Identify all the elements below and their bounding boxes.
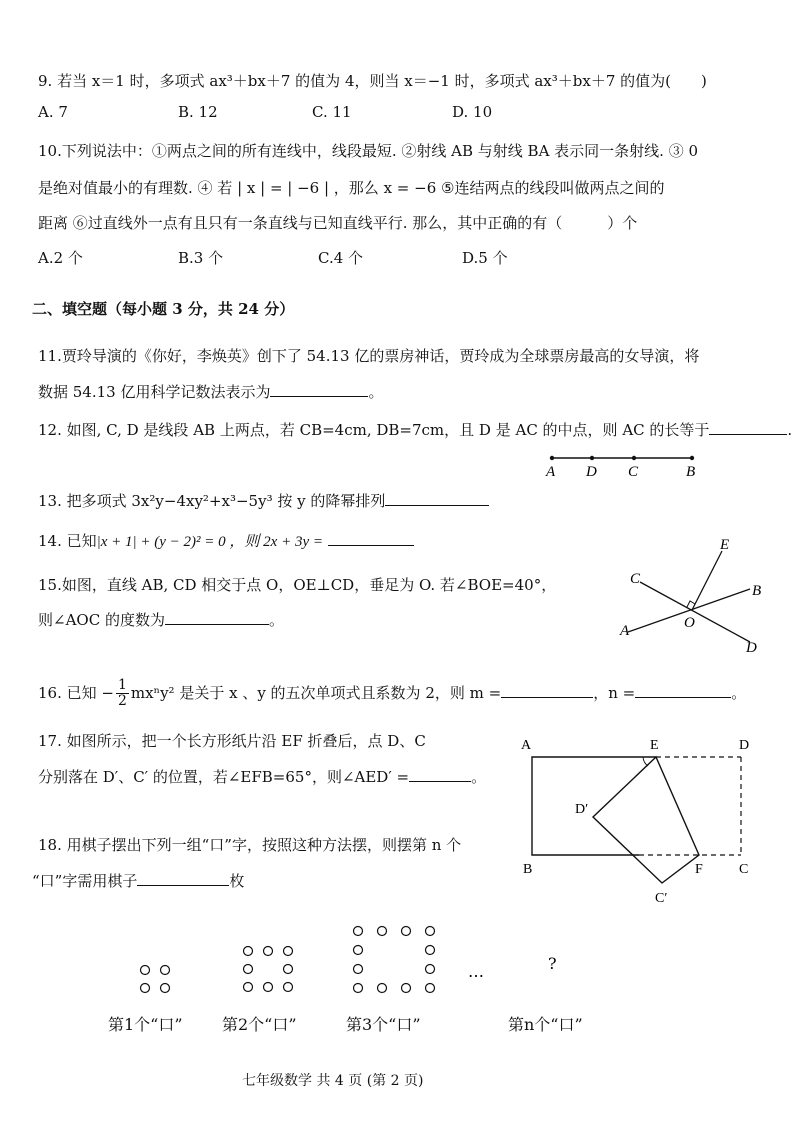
q12-label-a: A <box>546 464 556 480</box>
q17-answer-blank[interactable] <box>409 767 471 782</box>
q11-line2-text: 数据 54.13 亿用科学记数法表示为 <box>38 383 271 401</box>
q18-caption-2: 第2个“口” <box>222 1015 297 1034</box>
q15-label-e: E <box>720 537 730 553</box>
q15-line2 <box>38 609 284 630</box>
q18-pattern-1 <box>141 966 170 993</box>
q10-option-d: D.5 个 <box>462 249 508 267</box>
q17-label-a: A <box>521 738 532 753</box>
q18-chess-pattern-figure <box>130 915 600 1005</box>
q15-label-a: A <box>620 623 630 639</box>
q17-label-c-prime: C′ <box>655 891 668 906</box>
q18-ellipsis: … <box>468 962 484 981</box>
q13-text: 13. 把多项式 3x²y−4xy²+x³−5y³ 按 y 的降幂排列 <box>38 492 386 510</box>
q15-label-b: B <box>752 583 762 599</box>
q14-line <box>38 530 414 551</box>
q17-folded-rectangle-figure <box>515 735 765 905</box>
q17-line2 <box>38 766 486 787</box>
q15-line2-text: 则∠AOC 的度数为 <box>38 611 165 629</box>
q16-end: 。 <box>731 683 747 702</box>
q17-line1: 17. 如图所示，把一个长方形纸片沿 EF 折叠后，点 D、C <box>38 732 426 750</box>
q12-label-b: B <box>686 464 696 480</box>
q9-option-a: A. 7 <box>38 103 68 121</box>
q12-answer-blank[interactable] <box>709 420 787 435</box>
q9-option-d: D. 10 <box>452 103 493 121</box>
q15-label-c: C <box>630 571 641 587</box>
q10-line1: 10.下列说法中：①两点之间的所有连线中，线段最短. ②射线 AB 与射线 BA 表示同一条射线. ③ 0 <box>38 142 699 160</box>
q11-line2-end: 。 <box>368 383 384 401</box>
q17-label-c: C <box>739 862 749 877</box>
q18-line2-end: 枚 <box>229 872 245 890</box>
q16-m-blank[interactable] <box>501 683 593 698</box>
q13-line <box>38 490 489 511</box>
q11-line1: 11.贾玲导演的《你好，李焕英》创下了 54.13 亿的票房神话，贾玲成为全球票房最高的女导演，将 <box>38 347 700 365</box>
q18-caption-3: 第3个“口” <box>346 1015 421 1034</box>
q9-option-c: C. 11 <box>312 103 352 121</box>
q15-line2-end: 。 <box>268 611 284 629</box>
q18-pattern-2 <box>244 947 293 992</box>
q10-line3: 距离 ⑥过直线外一点有且只有一条直线与已知直线平行. 那么，其中正确的有（ ）个 <box>38 214 638 232</box>
q17-label-d: D <box>739 738 750 753</box>
q9-stem: 9. 若当 x＝1 时，多项式 ax³＋bx＋7 的值为 4，则当 x＝−1 时，多项式 ax³＋bx＋7 的值为( ) <box>38 72 707 90</box>
q14-answer-blank[interactable] <box>328 531 414 546</box>
q18-question-mark: ? <box>548 954 557 973</box>
q10-option-c: C.4 个 <box>318 249 364 267</box>
q16-prefix: 16. 已知 − <box>38 683 114 702</box>
q12-end: . <box>787 421 793 439</box>
q12-text <box>38 419 792 440</box>
q10-option-b: B.3 个 <box>178 249 224 267</box>
q11-answer-blank[interactable] <box>270 382 368 397</box>
q14-prefix: 14. 已知 <box>38 532 97 550</box>
q9-option-b: B. 12 <box>178 103 218 121</box>
q10-option-a: A.2 个 <box>38 249 83 267</box>
q16-fraction <box>116 678 129 710</box>
q12-stem: 12. 如图, C, D 是线段 AB 上两点，若 CB=4cm, DB=7cm，且 D 是 AC 的中点，则 AC 的长等于 <box>38 421 710 439</box>
q16-line <box>38 678 746 710</box>
q15-intersecting-lines-figure <box>600 535 780 660</box>
q17-label-e: E <box>650 738 659 753</box>
q16-fraction-num: 1 <box>117 677 127 693</box>
q17-line2-text: 分别落在 D′、C′ 的位置，若∠EFB=65°，则∠AED′ = <box>38 768 410 786</box>
page-footer: 七年级数学 共 4 页 (第 2 页) <box>242 1073 424 1089</box>
q15-line1: 15.如图，直线 AB, CD 相交于点 O，OE⊥CD，垂足为 O. 若∠BOE=40°， <box>38 576 557 594</box>
q15-answer-blank[interactable] <box>165 610 269 625</box>
q16-middle: mxⁿy² 是关于 x 、y 的五次单项式且系数为 2，则 m = <box>130 683 502 702</box>
q18-line2-text: “口”字需用棋子 <box>32 872 138 890</box>
q17-label-f: F <box>695 862 703 877</box>
q17-label-b: B <box>523 862 533 877</box>
q18-line2 <box>32 870 244 891</box>
q16-sep: ，n = <box>593 683 636 702</box>
q17-label-d-prime: D′ <box>575 802 589 817</box>
q14-expression: |x + 1| + (y − 2)² = 0 ，则 2x + 3y = <box>96 534 323 550</box>
q18-answer-blank[interactable] <box>137 871 229 886</box>
q18-line1: 18. 用棋子摆出下列一组“口”字，按照这种方法摆，则摆第 n 个 <box>38 836 462 854</box>
section-title: 二、填空题（每小题 3 分，共 24 分） <box>32 300 295 318</box>
q10-line2: 是绝对值最小的有理数. ④ 若 | x | = | −6 | ，那么 x = −6 ⑤连结两点的线段叫做两点之间的 <box>38 179 665 197</box>
q12-label-d: D <box>586 464 597 480</box>
q12-label-c: C <box>628 464 639 480</box>
q12-segment-figure <box>540 450 720 480</box>
q15-label-d: D <box>746 640 757 656</box>
q18-pattern-3 <box>354 927 435 993</box>
q11-line2 <box>38 381 384 402</box>
q13-answer-blank[interactable] <box>385 491 489 506</box>
q18-caption-n: 第n个“口” <box>508 1015 583 1034</box>
q16-n-blank[interactable] <box>635 683 731 698</box>
q16-fraction-den: 2 <box>117 693 127 710</box>
q17-line2-end: 。 <box>471 768 487 786</box>
q15-label-o: O <box>684 615 695 631</box>
q18-caption-1: 第1个“口” <box>108 1015 183 1034</box>
